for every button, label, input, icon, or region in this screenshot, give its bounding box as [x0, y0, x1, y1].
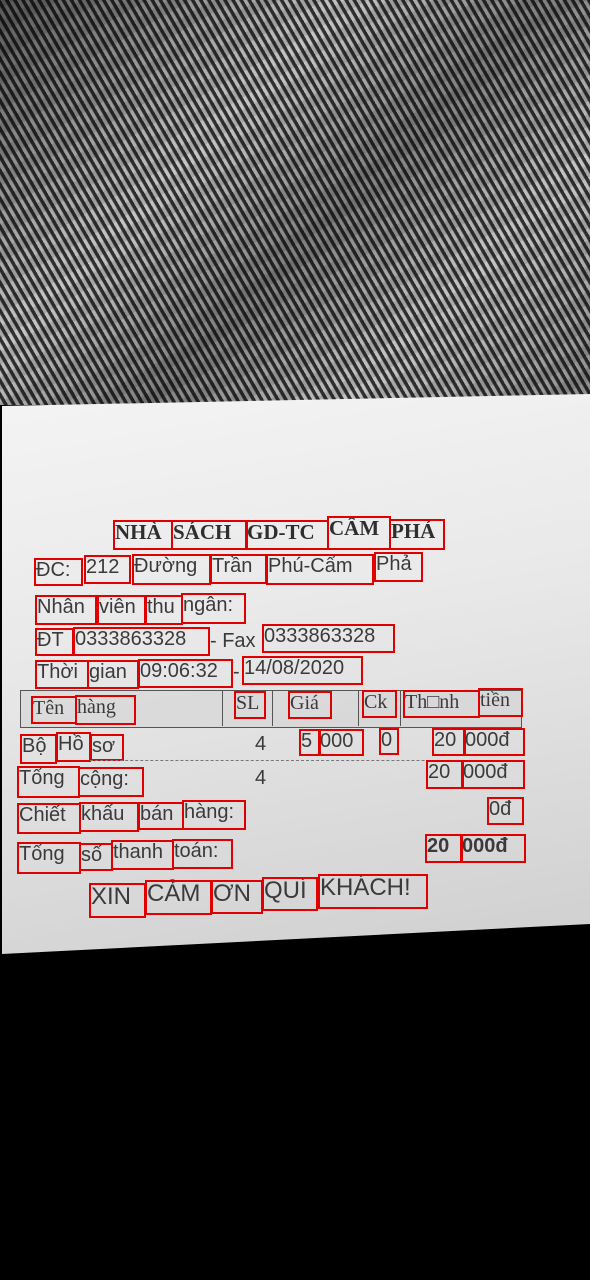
item-total-part-2: 000đ [465, 730, 523, 754]
grand-total-amount-part-1: 20 [427, 836, 461, 861]
cashier-word-3: thu [147, 597, 181, 623]
fax-label: - Fax [210, 630, 256, 652]
table-divider [272, 690, 273, 726]
address-word-phu: Phú-Cẩm [268, 556, 372, 583]
cashier-word-1: Nhân [37, 597, 95, 623]
subtotal-amount-part-2: 000đ [463, 762, 523, 787]
time-label-1: Thời [37, 662, 87, 687]
item-price-part-2: 000 [320, 731, 362, 754]
header-price: Giá [290, 693, 330, 717]
grand-total-amount-part-2: 000đ [462, 836, 524, 861]
address-label: ĐC: [36, 560, 81, 584]
header-item-word-2: hàng [77, 697, 134, 723]
thanks-word-2: CẢM [147, 882, 210, 913]
header-discount: Ck [364, 692, 395, 716]
header-total-word-2: tiền [480, 690, 521, 715]
shop-name-word-5: PHẢ [391, 521, 443, 548]
cashier-word-4: ngân: [183, 595, 244, 622]
discount-amount: 0đ [489, 799, 522, 823]
thanks-word-5: KHÁCH! [320, 876, 426, 907]
discount-label-word-2: khấu [81, 804, 137, 830]
header-item-word-1: Tên [33, 698, 75, 722]
cashier-word-2: viên [99, 597, 144, 623]
phone-number: 0333863328 [75, 629, 208, 654]
shop-name-word-2: SÁCH [173, 522, 246, 548]
phone-label: ĐT [37, 630, 72, 654]
discount-label-word-3: bán [140, 804, 182, 828]
subtotal-qty: 4 [255, 767, 267, 789]
table-divider [222, 690, 223, 726]
shop-name-word-3: GD-TC [247, 522, 327, 548]
address-word-pha: Phả [376, 554, 421, 580]
shop-name-word-1: NHÀ [115, 522, 171, 548]
time-label-2: gian [89, 662, 137, 687]
discount-label-word-4: hàng: [184, 802, 244, 828]
thanks-word-4: QUÍ [264, 879, 316, 909]
item-name-word-2: Hồ [58, 734, 89, 760]
grand-total-label-word-1: Tổng [19, 844, 79, 872]
address-street: Đường [134, 556, 209, 583]
table-divider [358, 690, 359, 726]
time-value: 09:06:32 [140, 661, 231, 686]
address-number: 212 [86, 557, 129, 582]
shop-name-word-4: CẨM [329, 518, 389, 548]
header-total-word-1: Th□nh [405, 692, 478, 716]
grand-total-label-word-3: thanh [113, 842, 172, 868]
item-name-word-1: Bộ [22, 736, 55, 762]
date-separator: - [233, 661, 240, 683]
item-discount: 0 [381, 730, 397, 753]
subtotal-label-word-2: cộng: [80, 769, 142, 795]
table-divider [400, 690, 401, 726]
subtotal-amount-part-1: 20 [428, 762, 462, 787]
address-word-tran: Trần [212, 556, 265, 582]
subtotal-label-word-1: Tổng [19, 768, 78, 796]
item-total-part-1: 20 [434, 730, 464, 754]
fabric-shadow [0, 0, 590, 405]
item-price-part-1: 5 [301, 731, 319, 754]
fax-number: 0333863328 [264, 626, 393, 651]
thanks-word-1: XIN [91, 885, 144, 916]
row-separator [90, 760, 520, 761]
item-qty: 4 [255, 733, 267, 755]
header-qty: SL [236, 693, 264, 717]
grand-total-label-word-4: toán: [174, 841, 231, 867]
thanks-word-3: ƠN [213, 882, 261, 912]
item-name-word-3: sơ [92, 736, 122, 759]
date-value: 14/08/2020 [244, 658, 361, 683]
grand-total-label-word-2: số [81, 845, 111, 869]
discount-label-word-1: Chiết [19, 805, 79, 832]
